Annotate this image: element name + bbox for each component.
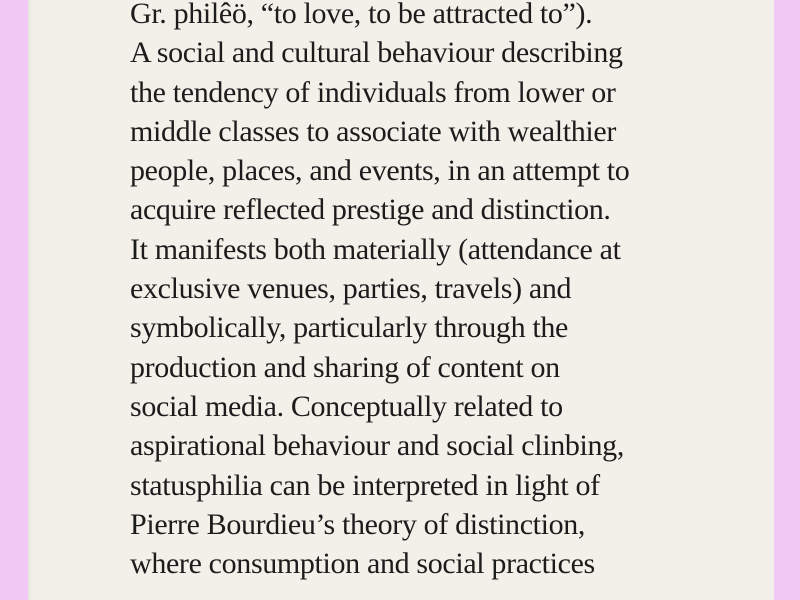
text-line: Gr. philêö, “to love, to be attracted to”). [130, 0, 593, 30]
text-line: It manifests both materially (attendance at [130, 232, 621, 266]
text-line: production and sharing of content on [130, 350, 560, 384]
text-line: statusphilia can be interpreted in light of [130, 468, 600, 502]
paper-edge-shadow [28, 0, 32, 600]
text-line: A social and cultural behaviour describing [130, 36, 623, 70]
text-line: Pierre Bourdieu’s theory of distinction, [130, 507, 586, 541]
text-line: middle classes to associate with wealthier [130, 114, 616, 148]
text-line: aspirational behaviour and social clinbing, [130, 429, 624, 463]
right-pink-border [774, 0, 800, 600]
text-line: symbolically, particularly through the [130, 311, 568, 345]
text-line: exclusive venues, parties, travels) and [130, 272, 572, 306]
text-line: the tendency of individuals from lower or [130, 75, 616, 109]
text-line: acquire reflected prestige and distinction. [130, 193, 611, 227]
left-pink-border [0, 0, 28, 600]
text-line: social media. Conceptually related to [130, 389, 563, 423]
text-line: people, places, and events, in an attempt to [130, 154, 630, 188]
text-line: where consumption and social practices [130, 547, 595, 581]
definition-paragraph [130, 0, 720, 583]
